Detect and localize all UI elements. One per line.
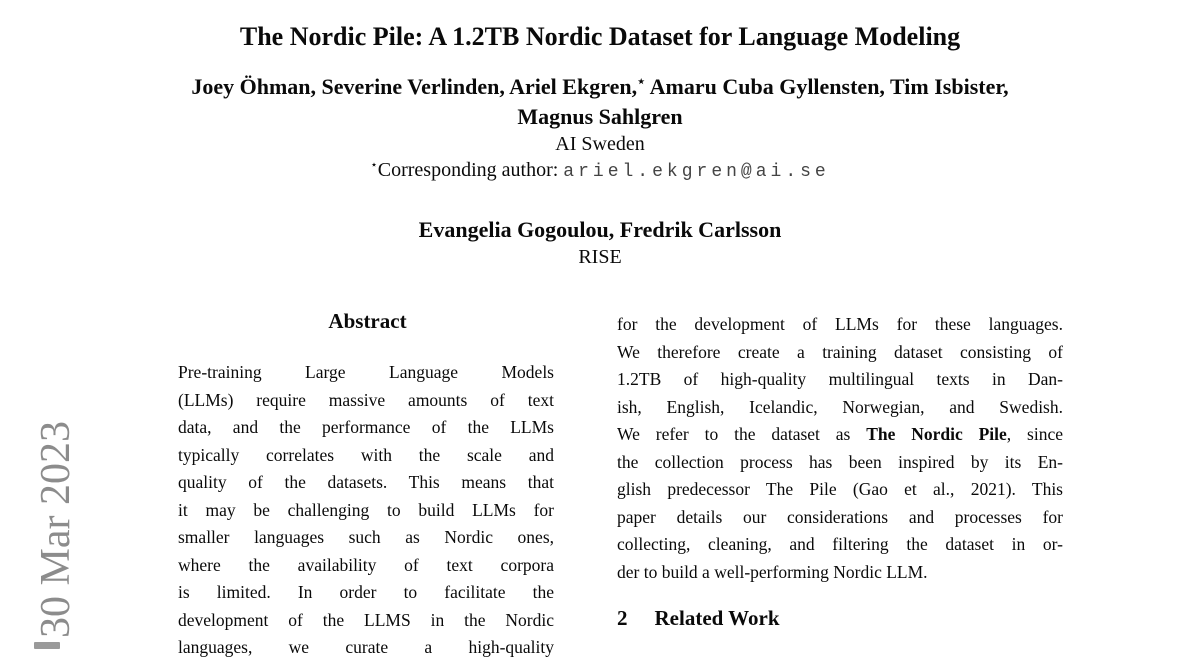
abstract-line: development of the LLMS in the Nordic <box>178 609 554 630</box>
abstract-line: where the availability of text corpora <box>178 554 554 575</box>
body-line: der to build a well-performing Nordic LLM. <box>617 561 928 582</box>
author-names-post: Amaru Cuba Gyllensten, Tim Isbister, <box>645 74 1009 99</box>
abstract-heading: Abstract <box>328 309 407 333</box>
abstract-line-cutoff: languages, we curate a high-quality <box>178 637 554 657</box>
author-names-pre: Joey Öhman, Severine Verlinden, Ariel Ekgren, <box>191 74 638 99</box>
body-line: glish predecessor The Pile (Gao et al., 2021). This <box>617 479 1063 499</box>
right-column-body <box>617 311 1063 586</box>
abstract-line: typically correlates with the scale and <box>178 444 554 465</box>
author-line-1 <box>0 72 1200 102</box>
body-line: for the development of LLMs for these languages. <box>617 314 1063 334</box>
body-line <box>617 421 1063 449</box>
abstract-line: (LLMs) require massive amounts of text <box>178 389 554 410</box>
body-line: ish, English, Icelandic, Norwegian, and Swedish. <box>617 396 1063 417</box>
paper-title: The Nordic Pile: A 1.2TB Nordic Dataset for Language Modeling <box>239 22 961 51</box>
abstract-line: quality of the datasets. This means that <box>178 472 554 492</box>
body-line: 1.2TB of high-quality multilingual texts in Dan- <box>617 369 1063 389</box>
section-heading-related-work <box>617 606 780 631</box>
arxiv-date-watermark: 30 Mar 2023 <box>33 421 79 638</box>
author-block-1 <box>0 72 1200 132</box>
section-title: Related Work <box>654 606 780 630</box>
abstract-line: smaller languages such as Nordic ones, <box>178 527 554 547</box>
footnote-star-icon: ⋆ <box>637 73 646 89</box>
footnote-star-icon: ⋆ <box>370 157 378 172</box>
body-line: We therefore create a training dataset consisting of <box>617 341 1063 362</box>
author-block-2: Evangelia Gogoulou, Fredrik Carlsson <box>418 217 782 242</box>
section-number: 2 <box>617 606 628 630</box>
body-line: paper details our considerations and processes for <box>617 506 1063 527</box>
body-line: collecting, cleaning, and filtering the dataset in or- <box>617 534 1063 554</box>
body-text: , since <box>1006 424 1063 444</box>
abstract-line: data, and the performance of the LLMs <box>178 417 554 437</box>
body-line: the collection process has been inspired by its En- <box>617 451 1063 472</box>
abstract-line: Pre-training Large Language Models <box>178 362 554 382</box>
abstract-line: is limited. In order to facilitate the <box>178 582 554 602</box>
body-text: We refer to the dataset as <box>617 424 867 444</box>
author-line-2: Magnus Sahlgren <box>517 104 683 129</box>
corresponding-label: Corresponding author: <box>377 159 564 181</box>
corresponding-author-line <box>0 159 1200 182</box>
affiliation-rise: RISE <box>578 246 622 268</box>
affiliation-ai-sweden: AI Sweden <box>555 133 645 155</box>
abstract-body <box>178 359 554 662</box>
dataset-name-bold: The Nordic Pile <box>866 424 1007 444</box>
corresponding-email: ariel.ekgren@ai.se <box>563 162 830 182</box>
abstract-line: it may be challenging to build LLMs for <box>178 499 554 520</box>
